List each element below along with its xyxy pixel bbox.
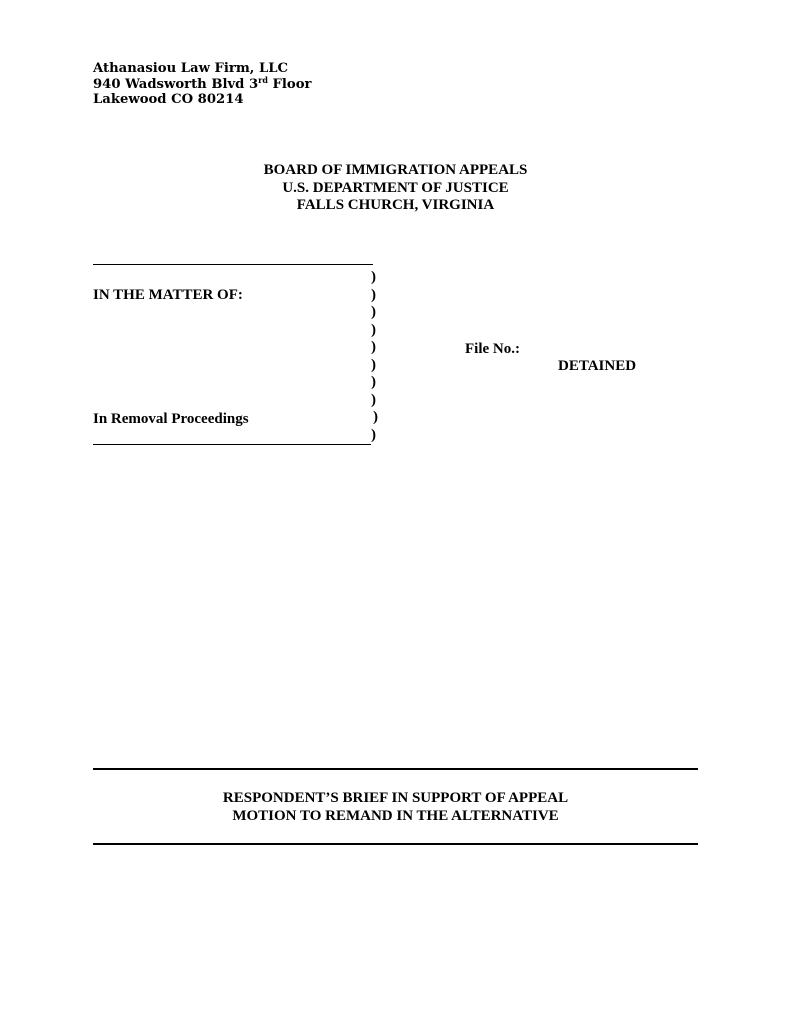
caption-paren: ) — [371, 304, 376, 320]
firm-floor: Floor — [267, 76, 312, 92]
caption-paren: ) — [371, 391, 376, 408]
matter-label: IN THE MATTER OF: — [93, 287, 243, 303]
document-title-line2: MOTION TO REMAND IN THE ALTERNATIVE — [232, 807, 559, 824]
caption-paren: ) — [371, 269, 376, 285]
firm-address-line1 — [93, 74, 312, 93]
detained-status: DETAINED — [558, 358, 637, 374]
firm-header — [93, 61, 311, 108]
caption-top-rule — [93, 264, 373, 265]
court-line-location: FALLS CHURCH, VIRGINIA — [296, 197, 495, 213]
caption-paren-column — [371, 269, 378, 444]
court-line-board: BOARD OF IMMIGRATION APPEALS — [263, 162, 528, 178]
caption-bottom-rule — [93, 444, 371, 445]
caption-paren: ) — [371, 356, 376, 373]
title-bottom-rule — [93, 843, 698, 845]
proceedings-label: In Removal Proceedings — [93, 411, 249, 427]
document-title — [0, 790, 791, 825]
file-no-label: File No.: — [465, 341, 520, 357]
firm-name: Athanasiou Law Firm, LLC — [93, 61, 289, 76]
firm-street: 940 Wadsworth Blvd 3 — [93, 76, 259, 92]
caption-paren: ) — [371, 374, 376, 390]
caption-paren: ) — [371, 321, 376, 338]
caption-paren: ) — [371, 426, 376, 443]
caption-paren: ) — [373, 409, 378, 425]
title-top-rule — [93, 768, 698, 770]
caption-paren: ) — [371, 286, 376, 303]
court-heading — [0, 162, 791, 215]
firm-floor-ordinal: rd — [258, 74, 268, 85]
caption-paren: ) — [371, 339, 376, 355]
firm-address-line2: Lakewood CO 80214 — [93, 92, 244, 107]
court-line-department: U.S. DEPARTMENT OF JUSTICE — [282, 179, 509, 196]
document-title-line1: RESPONDENT’S BRIEF IN SUPPORT OF APPEAL — [222, 790, 569, 806]
